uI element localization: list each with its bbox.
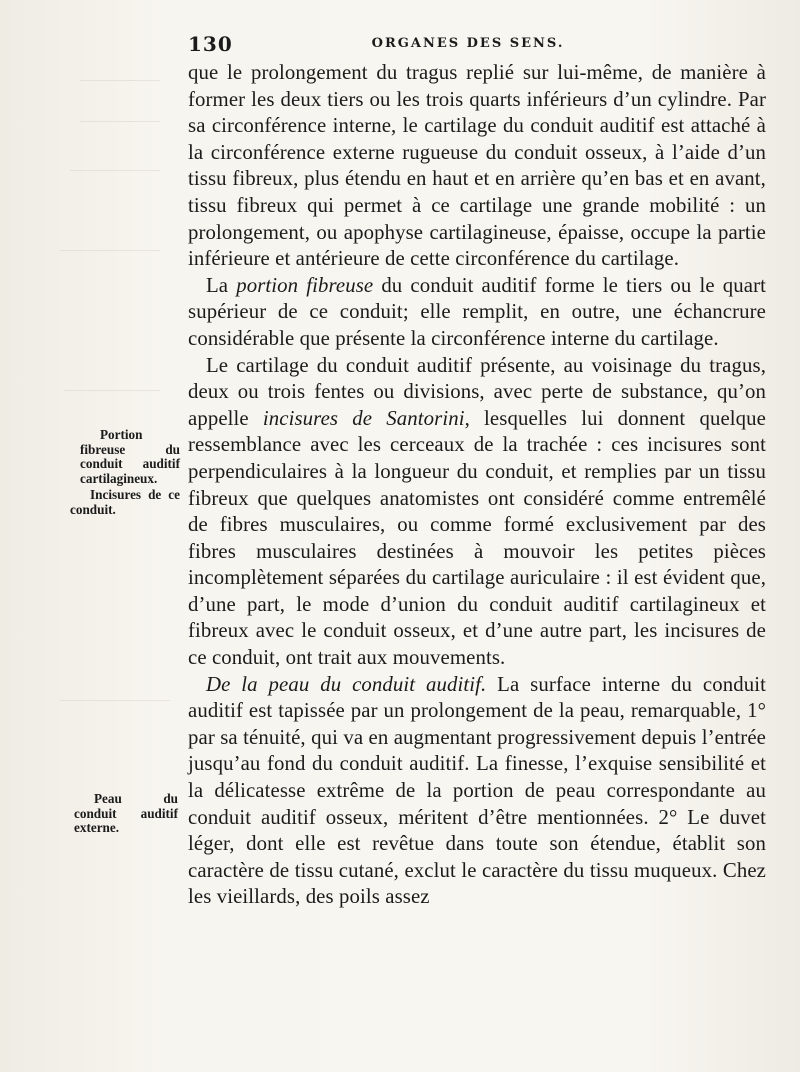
paragraph-4 bbox=[188, 672, 766, 911]
section-heading-peau: De la peau du conduit auditif. bbox=[206, 672, 487, 696]
paragraph-1: que le prolongement du tragus replié sur lui-même, de manière à former les deux tiers ou les trois quarts inférieurs d’un cylindre. Par sa circonférence interne, le cartilage du conduit auditif est attaché à la circonférence externe rugueuse du conduit osseux, à l’aide d’un tissu fibreux, plus étendu en haut et en arrière qu’en bas et en avant, tissu fibreux qui permet à ce cartilage une grande mobilité : un prolongement, ou apophyse cartilagineuse, épaisse, occupe la partie inférieure et antérieure de cette circonférence du cartilage. bbox=[188, 61, 766, 271]
margin-note-text: Peau du conduit auditif externe. bbox=[74, 791, 178, 836]
bleed-through-mark bbox=[80, 80, 160, 122]
page-header bbox=[188, 32, 768, 54]
page-number: 130 bbox=[188, 32, 233, 56]
paragraph-2 bbox=[188, 273, 766, 353]
bleed-through-mark bbox=[60, 700, 170, 751]
paragraph-2-rest: du conduit auditif forme le tiers ou le quart supérieur de ce conduit; elle remplit, en outre, une échancrure considérable que présente la circonférence interne du cartilage. bbox=[188, 273, 766, 350]
bleed-through-mark bbox=[70, 170, 160, 201]
margin-note-text: Portion fibreuse du conduit auditif cartilagineux. bbox=[80, 427, 180, 486]
margin-note-incisures bbox=[70, 488, 180, 517]
term-incisures-santorini: incisures de Santorini bbox=[262, 406, 465, 430]
bleed-through-mark bbox=[64, 390, 160, 421]
main-text bbox=[188, 60, 766, 911]
paragraph-3 bbox=[188, 353, 766, 672]
paragraph-2-lead: La bbox=[206, 273, 237, 297]
margin-note-peau bbox=[74, 792, 178, 836]
term-portion-fibreuse: portion fibreuse bbox=[236, 273, 374, 297]
paragraph-3-rest: , lesquelles lui donnent quelque ressemblance avec les cerceaux de la trachée : ces incisures sont perpendiculaires à la longueur du conduit, et remplies par un tissu fibreux que quelques anatomistes ont considéré comme entremêlé de fibres musculaires, ou comme formé exclusivement par des fibres musculaires destinées à mouvoir les petites pièces incomplètement séparées du cartilage auriculaire : il est évident que, d’une part, le mode d’union du conduit auditif cartilagineux et fibreux avec le conduit osseux, et d’une autre part, les incisures de ce conduit, ont trait aux mouvements. bbox=[188, 406, 766, 670]
margin-note-portion-fibreuse bbox=[80, 428, 180, 486]
paragraph-3-lead: Le cartilage du conduit auditif présente, au voisinage du tragus, deux ou trois fentes ou divisions, avec perte de substance, qu’on appelle bbox=[188, 353, 766, 430]
bleed-through-mark bbox=[60, 250, 160, 291]
margin-note-text: Incisures de ce conduit. bbox=[70, 487, 180, 517]
running-title: ORGANES DES SENS. bbox=[371, 36, 565, 51]
paragraph-4-rest: La surface interne du conduit auditif est tapissée par un prolongement de la peau, remarquable, 1° par sa ténuité, qui va en augmentant progressivement depuis l’entrée jusqu’au fond du conduit auditif. La finesse, l’exquise sensibilité et la délicatesse extrême de la portion de peau correspondante au conduit auditif osseux, méritent d’être mentionnées. 2° Le duvet léger, dont elle est revêtue dans toute son étendue, établit son caractère de tissu cutané, exclut le caractère du tissu muqueux. Chez les vieillards, des poils assez bbox=[188, 672, 766, 909]
